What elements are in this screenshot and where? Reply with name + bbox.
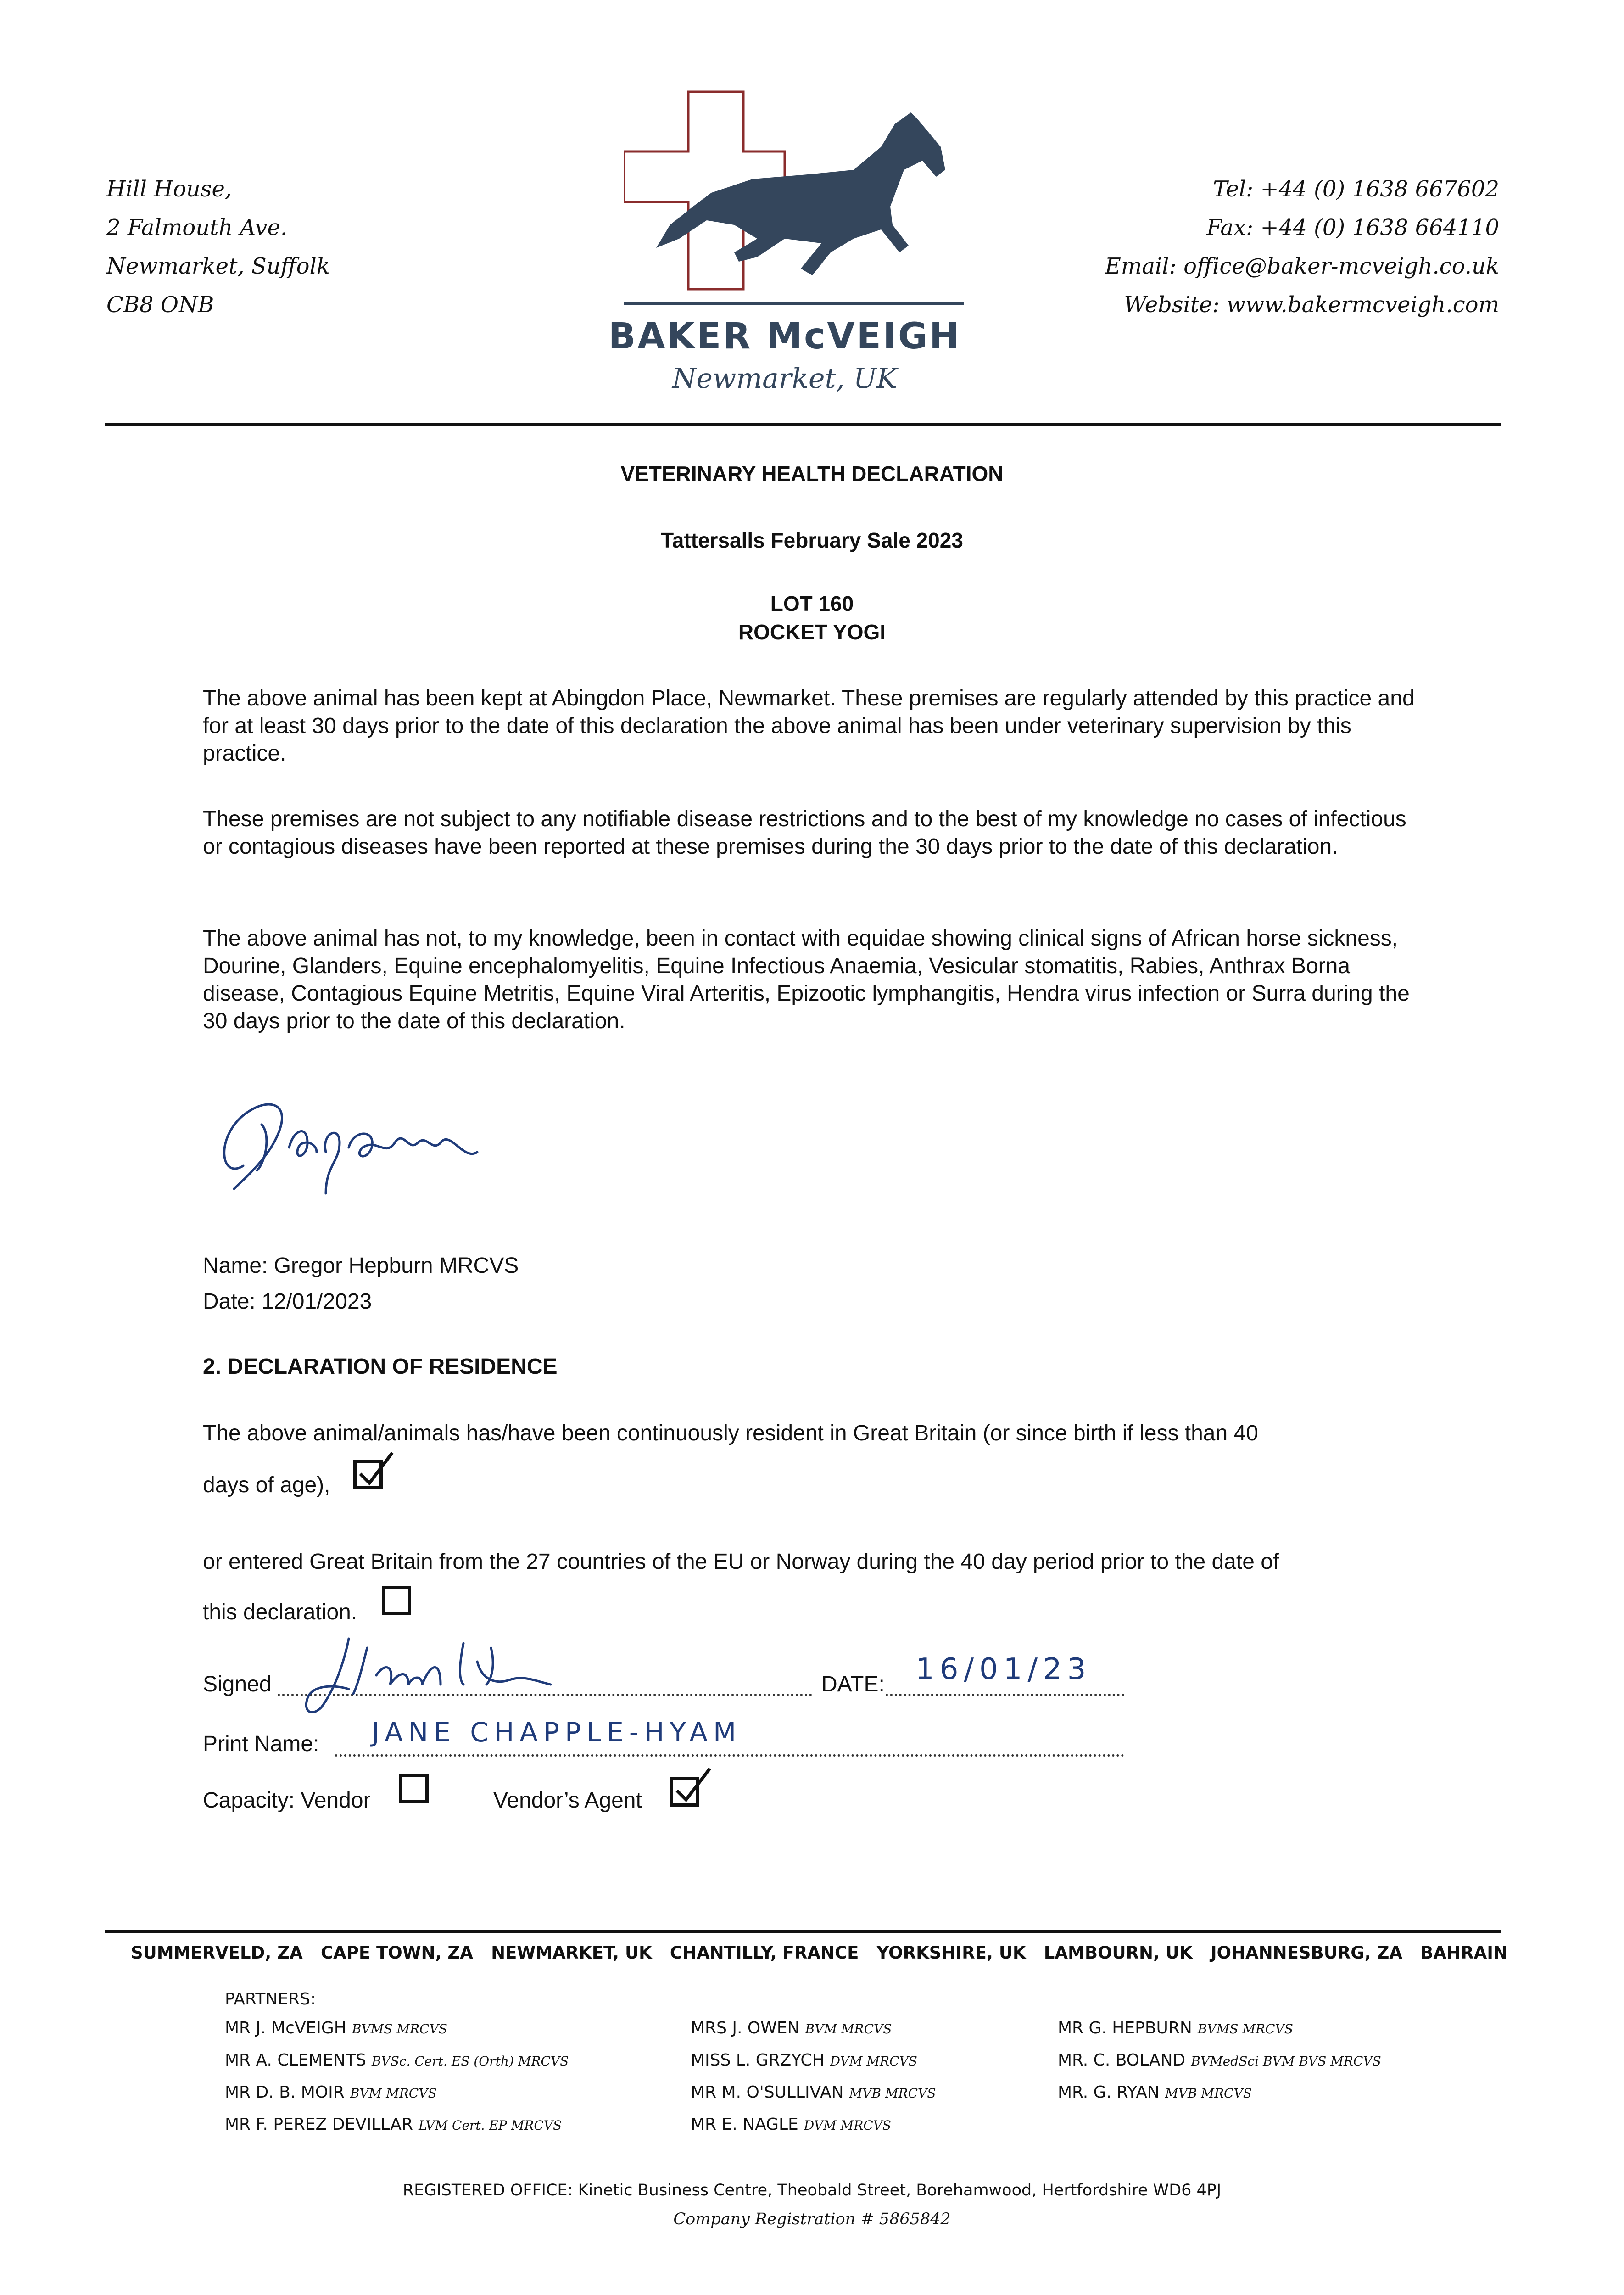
partners-column-1: [225, 2013, 569, 2141]
print-name-line: [335, 1754, 1124, 1757]
partners-heading: PARTNERS:: [225, 1990, 316, 2009]
contact-website: Website: www.bakermcveigh.com: [1124, 292, 1499, 318]
contact-tel: Tel: +44 (0) 1638 667602: [1213, 176, 1499, 202]
horse-name: ROCKET YOGI: [738, 620, 886, 644]
paragraph-supervision: The above animal has been kept at Abingdon Place, Newmarket. These premises are regularly attended by this practice and for at least 30 days prior to the date of this declaration the above animal has been under veterinary supervision by this practice.: [203, 686, 1415, 766]
brand-location: Newmarket, UK: [672, 363, 898, 395]
header-divider: [105, 423, 1501, 426]
print-name-value: JANE CHAPPLE-HYAM: [372, 1717, 742, 1748]
partner-entry: [225, 2013, 569, 2045]
sale-title: Tattersalls February Sale 2023: [661, 528, 963, 552]
resident-text-line-1: The above animal/animals has/have been continuously resident in Great Britain (or since birth if less than 40: [203, 1421, 1258, 1445]
document-title: VETERINARY HEALTH DECLARATION: [620, 462, 1004, 486]
print-name-label: Print Name:: [203, 1732, 319, 1756]
entered-checkbox[interactable]: [382, 1586, 411, 1615]
lot-number: LOT 160: [770, 592, 854, 616]
paragraph-premises: These premises are not subject to any notifiable disease restrictions and to the best of my knowledge no cases of infectious or contagious diseases have been reported at these premises during the 30 days prior to the date of this declaration.: [203, 807, 1406, 859]
signed-label: Signed: [203, 1672, 272, 1696]
office-location: BAHRAIN: [1420, 1943, 1507, 1963]
practice-address: [106, 170, 330, 324]
partner-name: MISS L. GRZYCH: [691, 2051, 825, 2070]
partner-name: MR J. McVEIGH: [225, 2019, 346, 2038]
partner-qualification: BVMS MRCVS: [1197, 2021, 1293, 2037]
vendor-signature: [294, 1634, 615, 1721]
partner-qualification: BVM MRCVS: [350, 2086, 437, 2101]
registered-office: REGISTERED OFFICE: Kinetic Business Centre, Theobald Street, Borehamwood, Hertfordshire WD6 4PJ: [402, 2181, 1222, 2200]
contact-fax: Fax: +44 (0) 1638 664110: [1206, 215, 1499, 241]
address-line: Hill House,: [106, 176, 232, 202]
address-line: CB8 ONB: [106, 292, 214, 318]
partner-entry: [225, 2109, 569, 2141]
office-location: YORKSHIRE, UK: [876, 1943, 1026, 1963]
partner-name: MR G. HEPBURN: [1058, 2019, 1192, 2038]
office-location: SUMMERVELD, ZA: [131, 1943, 303, 1963]
partner-qualification: BVMS MRCVS: [352, 2021, 447, 2037]
company-registration: Company Registration # 5865842: [673, 2210, 951, 2228]
partner-name: MR. G. RYAN: [1058, 2083, 1160, 2102]
office-location: JOHANNESBURG, ZA: [1210, 1943, 1403, 1963]
partner-entry: [691, 2077, 936, 2109]
practice-logo: [624, 87, 964, 312]
footer-divider: [105, 1930, 1501, 1933]
partners-column-2: [691, 2013, 936, 2141]
partner-name: MR E. NAGLE: [691, 2115, 798, 2134]
partner-entry: [691, 2013, 936, 2045]
partner-name: MR F. PEREZ DEVILLAR: [225, 2115, 413, 2134]
partner-entry: [691, 2109, 936, 2141]
date-line: [886, 1694, 1124, 1696]
partner-name: MR D. B. MOIR: [225, 2083, 345, 2102]
entered-text-line-2: this declaration.: [203, 1600, 357, 1624]
horse-logo-icon: [656, 112, 945, 275]
office-location: LAMBOURN, UK: [1044, 1943, 1193, 1963]
vet-signature: [202, 1074, 514, 1207]
partner-name: MRS J. OWEN: [691, 2019, 800, 2038]
contact-email: Email: office@baker-mcveigh.co.uk: [1105, 253, 1499, 279]
paragraph-disease-contact: The above animal has not, to my knowledge, been in contact with equidae showing clinical signs of African horse sickness, Dourine, Glanders, Equine encephalomyelitis, Equine Infectious Anaemia, Vesicular stomatitis, Rabies, Anthrax Borna disease, Contagious Equine Metritis, Equine Viral Arteritis, Epizootic lymphangitis, Hendra virus infection or Surra during the 30 days prior to the date of this declaration.: [203, 926, 1410, 1033]
capacity-vendor-label: Capacity: Vendor: [203, 1788, 371, 1813]
office-location: NEWMARKET, UK: [491, 1943, 652, 1963]
office-location: CAPE TOWN, ZA: [320, 1943, 473, 1963]
resident-text-line-2: days of age),: [203, 1473, 330, 1497]
check-mark-icon: [670, 1767, 712, 1808]
section-2-title: 2. DECLARATION OF RESIDENCE: [203, 1355, 558, 1379]
partner-qualification: MVB MRCVS: [1165, 2086, 1252, 2101]
vet-name: Name: Gregor Hepburn MRCVS: [203, 1254, 519, 1278]
vendor-checkbox[interactable]: [399, 1774, 429, 1803]
office-locations: [131, 1943, 1507, 1963]
partner-entry: [1058, 2077, 1381, 2109]
logo-underline: [624, 302, 964, 305]
partner-qualification: BVM MRCVS: [805, 2021, 892, 2037]
partner-name: MR M. O'SULLIVAN: [691, 2083, 844, 2102]
partner-qualification: DVM MRCVS: [830, 2054, 917, 2069]
resident-checkbox[interactable]: [353, 1460, 383, 1489]
signed-date-value: 16/01/23: [915, 1652, 1092, 1686]
partner-qualification: DVM MRCVS: [804, 2118, 892, 2133]
partners-column-3: [1058, 2013, 1381, 2109]
date-label: DATE:: [821, 1672, 885, 1696]
partner-name: MR. C. BOLAND: [1058, 2051, 1186, 2070]
practice-contact: [1105, 170, 1499, 324]
address-line: 2 Falmouth Ave.: [106, 215, 288, 241]
entered-text-line-1: or entered Great Britain from the 27 countries of the EU or Norway during the 40 day period prior to the date of: [203, 1550, 1279, 1574]
partner-entry: [1058, 2045, 1381, 2077]
partner-qualification: BVSc. Cert. ES (Orth) MRCVS: [371, 2054, 569, 2069]
partner-entry: [225, 2077, 569, 2109]
brand-name: BAKER McVEIGH: [608, 316, 961, 357]
partner-qualification: BVMedSci BVM BVS MRCVS: [1191, 2054, 1381, 2069]
partner-entry: [691, 2045, 936, 2077]
address-line: Newmarket, Suffolk: [106, 253, 330, 279]
office-location: CHANTILLY, FRANCE: [670, 1943, 859, 1963]
partner-entry: [1058, 2013, 1381, 2045]
vendors-agent-label: Vendor’s Agent: [493, 1788, 642, 1813]
vet-date: Date: 12/01/2023: [203, 1289, 372, 1314]
partner-qualification: MVB MRCVS: [849, 2086, 936, 2101]
vendors-agent-checkbox[interactable]: [670, 1777, 699, 1807]
partner-qualification: LVM Cert. EP MRCVS: [418, 2118, 562, 2133]
partner-entry: [225, 2045, 569, 2077]
check-mark-icon: [354, 1450, 395, 1491]
partner-name: MR A. CLEMENTS: [225, 2051, 366, 2070]
